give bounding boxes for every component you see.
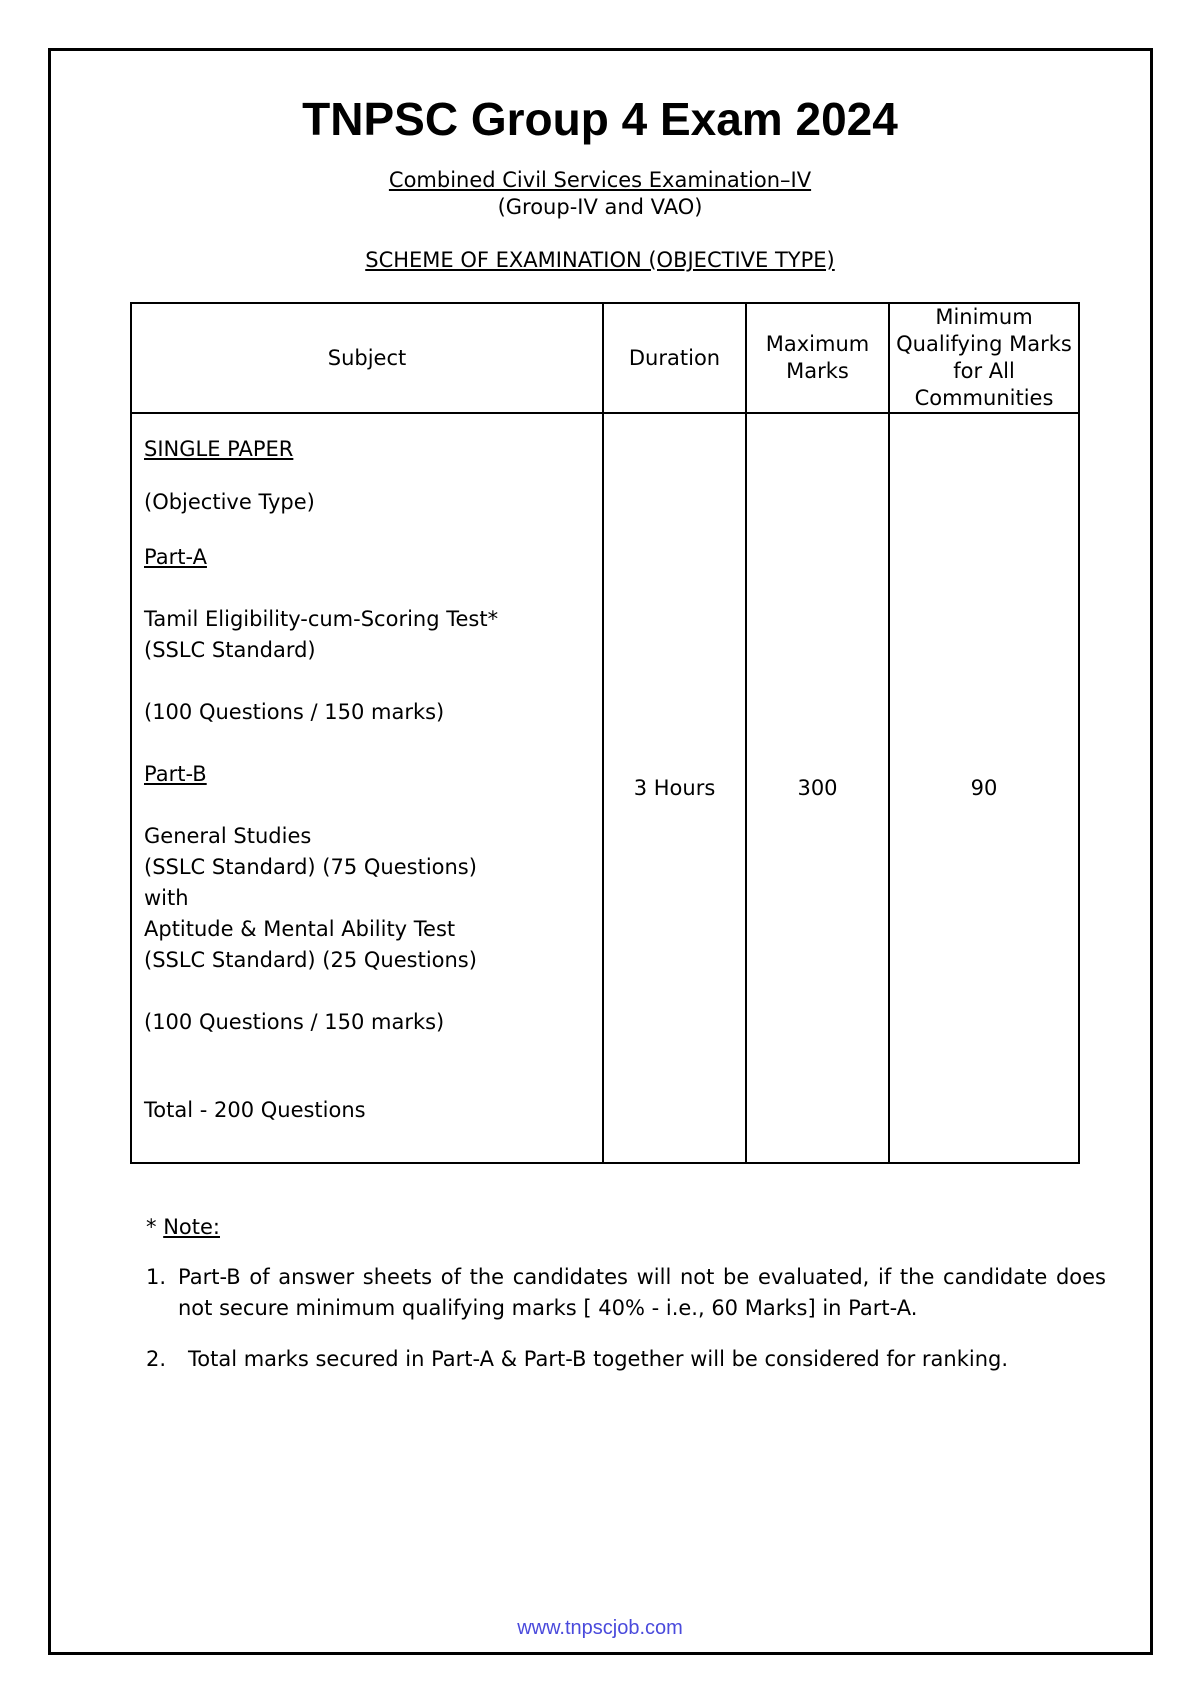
- part-b-line-1: General Studies: [144, 824, 312, 848]
- page-title: TNPSC Group 4 Exam 2024: [302, 93, 898, 145]
- part-b-label: Part-B: [144, 762, 207, 786]
- note-text: Total marks secured in Part-A & Part-B together will be considered for ranking.: [188, 1347, 1009, 1371]
- duration-cell: 3 Hours: [603, 413, 746, 1163]
- total-questions: Total - 200 Questions: [144, 1098, 366, 1122]
- header-subject: Subject: [131, 303, 603, 413]
- part-b-line-2: (SSLC Standard) (75 Questions): [144, 855, 477, 879]
- part-b-line-5: (SSLC Standard) (25 Questions): [144, 948, 477, 972]
- header-max-marks: Maximum Marks: [746, 303, 889, 413]
- min-marks-cell: 90: [889, 413, 1079, 1163]
- part-b-line-4: Aptitude & Mental Ability Test: [144, 917, 456, 941]
- single-paper-label: SINGLE PAPER: [144, 437, 294, 461]
- list-item: [146, 1262, 1106, 1324]
- part-a-questions: (100 Questions / 150 marks): [144, 700, 445, 724]
- footer-url[interactable]: www.tnpscjob.com: [517, 1617, 683, 1639]
- note-text: Part-B of answer sheets of the candidates will not be evaluated, if the candidate does not secure minimum qualifying marks [ 40% - i.e., 60 Marks] in Part-A.: [178, 1265, 1106, 1320]
- scheme-table: [130, 302, 1080, 1164]
- exam-name: Combined Civil Services Examination–IV: [388, 168, 812, 192]
- max-marks-cell: 300: [746, 413, 889, 1163]
- exam-groups: (Group-IV and VAO): [497, 195, 703, 219]
- objective-type-label: (Objective Type): [144, 490, 315, 514]
- part-b-line-3: with: [144, 886, 189, 910]
- scheme-heading: SCHEME OF EXAMINATION (OBJECTIVE TYPE): [365, 248, 835, 272]
- note-heading: [146, 1212, 1106, 1243]
- table-row: [131, 413, 1079, 1163]
- table-header-row: [131, 303, 1079, 413]
- subject-cell: [131, 413, 603, 1163]
- list-item: [146, 1344, 1106, 1375]
- header-min-marks: Minimum Qualifying Marks for All Communities: [889, 303, 1079, 413]
- note-asterisk: *: [146, 1215, 157, 1239]
- note-label: Note:: [163, 1215, 220, 1239]
- note-list: [146, 1262, 1106, 1395]
- part-b-questions: (100 Questions / 150 marks): [144, 1010, 445, 1034]
- part-a-subject: Tamil Eligibility-cum-Scoring Test*: [144, 607, 499, 631]
- note-number: 1.: [146, 1265, 167, 1289]
- note-number: 2.: [146, 1347, 167, 1371]
- part-a-standard: (SSLC Standard): [144, 638, 316, 662]
- header-duration: Duration: [603, 303, 746, 413]
- part-a-label: Part-A: [144, 545, 207, 569]
